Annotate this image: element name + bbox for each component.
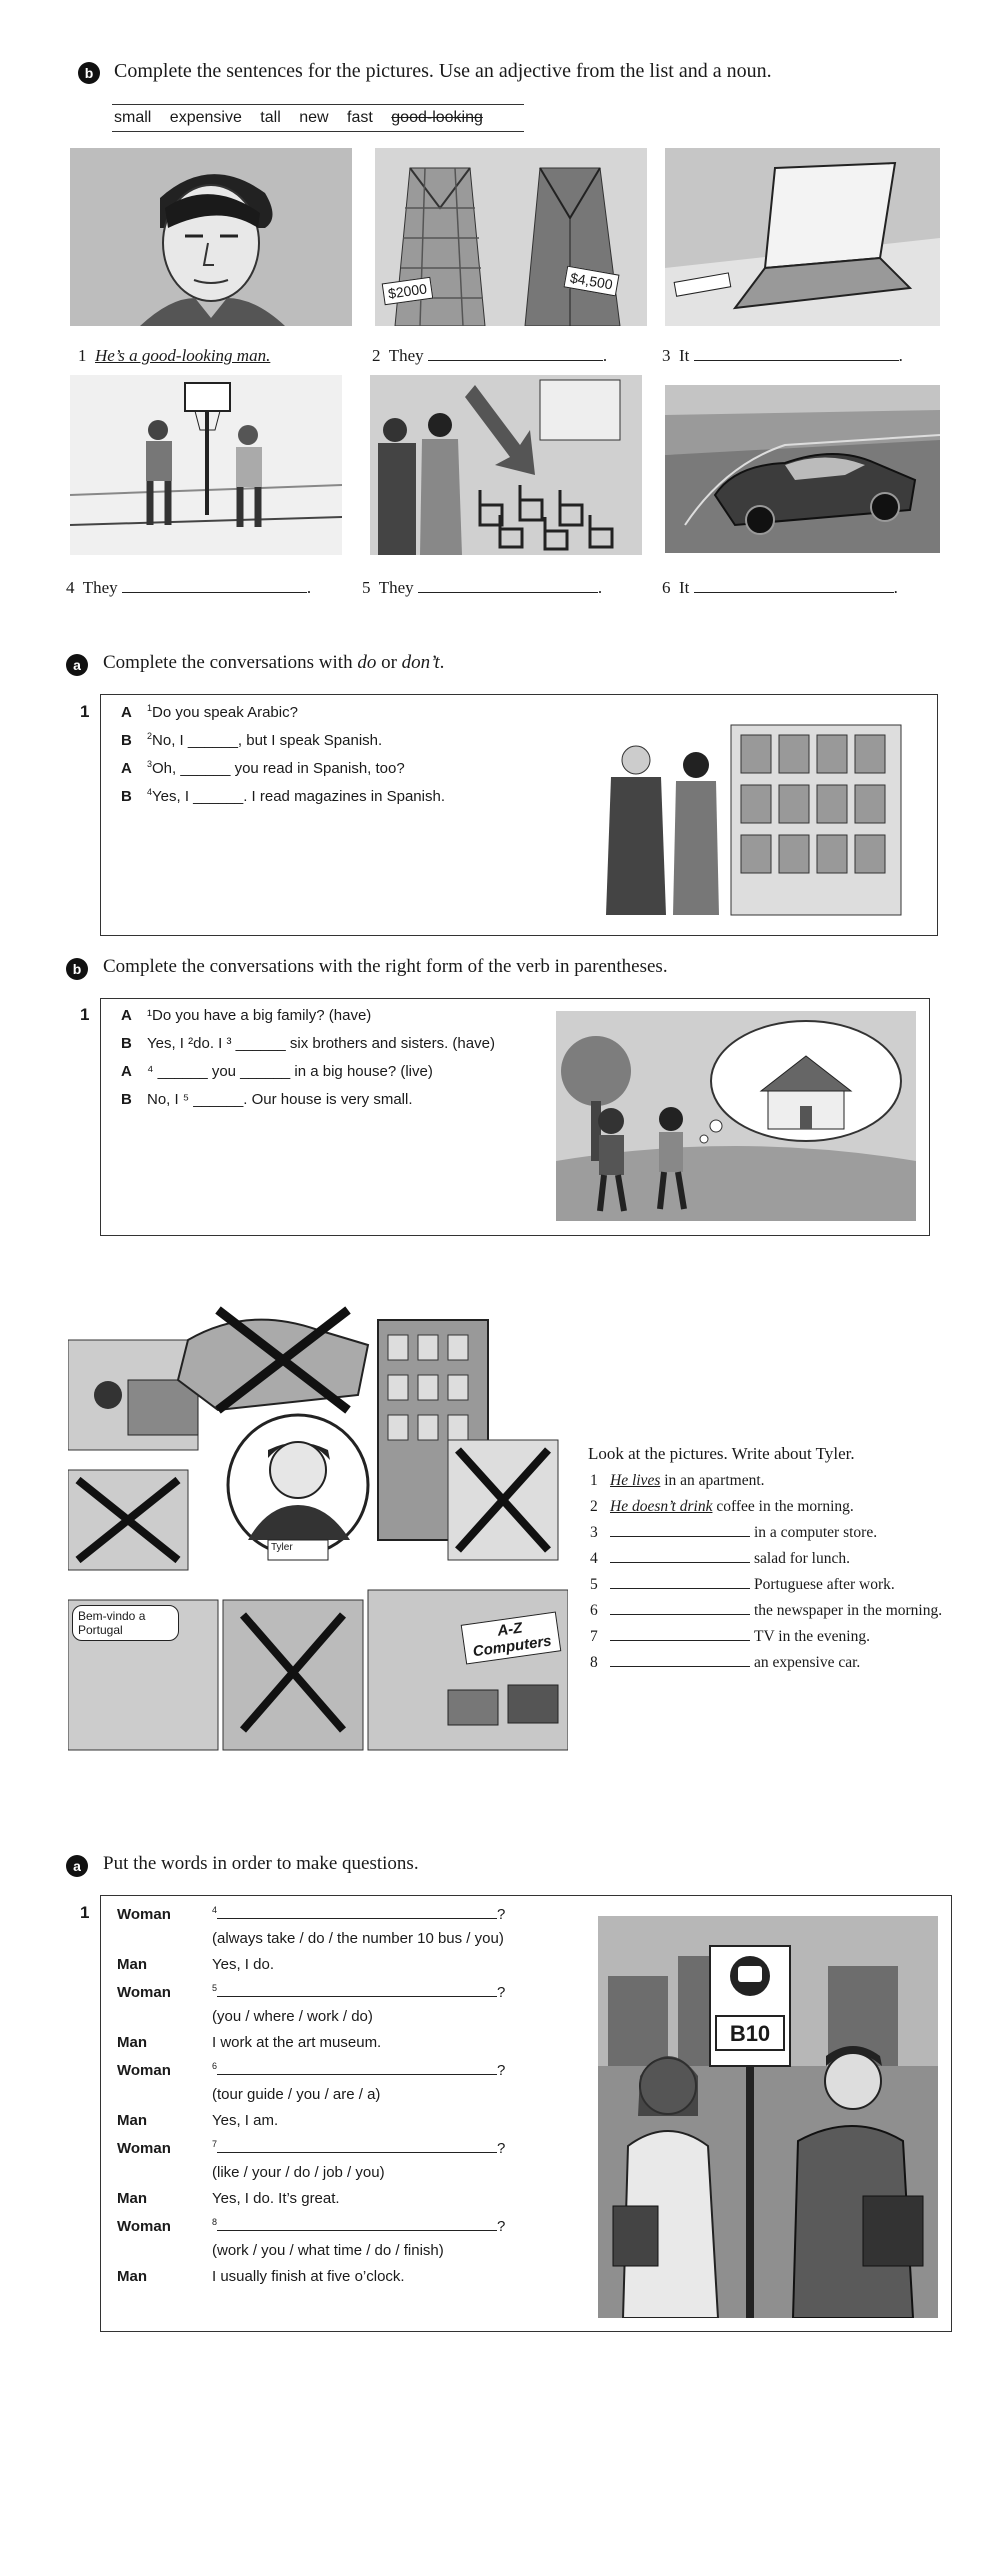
dialogue-line xyxy=(121,731,382,749)
speaker: A xyxy=(121,1007,132,1024)
word-list xyxy=(112,104,524,132)
conversation-box xyxy=(100,694,938,936)
answer-blank[interactable] xyxy=(610,1550,750,1563)
caption-text: It xyxy=(679,578,690,597)
caption-text: They xyxy=(82,578,118,597)
speaker: A xyxy=(121,704,132,721)
dialogue-line xyxy=(121,1091,413,1108)
item-text: Portuguese after work. xyxy=(754,1576,895,1593)
gap-number: 6 xyxy=(212,2061,218,2071)
caption-1 xyxy=(78,346,270,366)
item-number: 7 xyxy=(590,1628,598,1645)
word: new xyxy=(299,109,329,126)
speaker: A xyxy=(121,1063,132,1080)
dialogue-row xyxy=(117,2008,373,2025)
dialogue-line xyxy=(121,1007,371,1024)
speaker: Woman xyxy=(117,2140,171,2157)
dialogue-row xyxy=(117,2138,505,2157)
tyler-item xyxy=(590,1550,850,1568)
picture-tyler-collage xyxy=(68,1300,568,1752)
question-mark: ? xyxy=(497,1906,506,1923)
picture-coats xyxy=(375,148,647,326)
speaker: Man xyxy=(117,2268,147,2285)
picture-tall-people xyxy=(70,375,342,555)
caption-number: 6 xyxy=(662,578,671,597)
gap-number: 7 xyxy=(212,2139,218,2149)
tyler-item xyxy=(590,1628,870,1646)
answer-blank[interactable] xyxy=(122,578,307,593)
speaker: Woman xyxy=(117,1906,171,1923)
dialogue-row xyxy=(117,2060,505,2079)
gap-number: 4 xyxy=(212,1905,218,1915)
item-number: 6 xyxy=(590,1602,598,1619)
caption-number: 5 xyxy=(362,578,371,597)
word: fast xyxy=(347,109,373,126)
instruction-text: or xyxy=(376,652,402,673)
question-mark: ? xyxy=(497,2140,506,2157)
exercise-badge: a xyxy=(66,654,88,676)
gap-number: 2 xyxy=(147,731,153,741)
question-mark: ? xyxy=(497,2062,506,2079)
word-used: good-looking xyxy=(391,109,483,126)
item-number: 3 xyxy=(590,1524,598,1541)
dialogue-row xyxy=(117,2216,505,2235)
caption-text: It xyxy=(679,346,690,365)
item-number: 5 xyxy=(590,1576,598,1593)
caption-6 xyxy=(662,578,898,598)
gap-number: 3 xyxy=(147,759,153,769)
tyler-item xyxy=(590,1576,895,1594)
answer-blank[interactable] xyxy=(610,1576,750,1589)
speaker: Man xyxy=(117,1956,147,1973)
line-text: Yes, I ²do. I ³ ______ six brothers and sisters. (have) xyxy=(147,1035,495,1052)
caption-text: They xyxy=(388,346,424,365)
answer-blank[interactable] xyxy=(217,2060,497,2075)
speaker: Woman xyxy=(117,2218,171,2235)
tyler-item xyxy=(590,1498,854,1516)
item-answer: He lives xyxy=(610,1472,661,1489)
line-text: No, I ______, but I speak Spanish. xyxy=(152,732,383,749)
item-text: coffee in the morning. xyxy=(716,1498,854,1515)
dialogue-row xyxy=(117,1956,274,1973)
instruction-text: Complete the conversations with xyxy=(103,652,358,673)
speaker: B xyxy=(121,1091,132,1108)
picture-newsstand xyxy=(581,715,906,920)
item-text: the newspaper in the morning. xyxy=(754,1602,943,1619)
line-text: ⁴ ______ you ______ in a big house? (live) xyxy=(147,1063,433,1080)
dialogue-line xyxy=(121,1063,433,1080)
exercise-instruction: Complete the sentences for the pictures. Use an adjective from the list and a noun. xyxy=(114,60,772,82)
speaker: Man xyxy=(117,2034,147,2051)
item-text: in a computer store. xyxy=(754,1524,878,1541)
answer-blank[interactable] xyxy=(418,578,598,593)
row-text: I work at the art museum. xyxy=(212,2034,382,2051)
exercise-instruction: Put the words in order to make questions. xyxy=(103,1853,419,1874)
caption-3 xyxy=(662,346,903,366)
store-sign: A-Z Computers xyxy=(461,1612,562,1665)
conversation-number: 1 xyxy=(80,702,90,721)
tyler-item xyxy=(590,1602,942,1620)
row-text: (work / you / what time / do / finish) xyxy=(212,2242,444,2259)
answer-blank[interactable] xyxy=(217,1904,497,1919)
dialogue-line xyxy=(121,1035,495,1052)
dialogue-line xyxy=(121,703,298,721)
tyler-item xyxy=(590,1524,877,1542)
answer-blank[interactable] xyxy=(610,1602,750,1615)
caption-number: 2 xyxy=(372,346,381,365)
exercise-badge: a xyxy=(66,1855,88,1877)
tyler-item xyxy=(590,1654,860,1672)
line-text: Oh, ______ you read in Spanish, too? xyxy=(152,760,405,777)
conversation-number: 1 xyxy=(80,1005,90,1024)
caption-4 xyxy=(66,578,311,598)
caption-answer: He’s a good-looking man. xyxy=(95,346,271,365)
dialogue-row xyxy=(117,1930,504,1947)
question-mark: ? xyxy=(497,1984,506,2001)
answer-blank[interactable] xyxy=(610,1628,750,1641)
row-text: Yes, I do. xyxy=(212,1956,274,1973)
caption-text: They xyxy=(378,578,414,597)
gap-number: 1 xyxy=(147,703,153,713)
gap-number: 8 xyxy=(212,2217,218,2227)
line-text: Do you speak Arabic? xyxy=(152,704,298,721)
item-number: 2 xyxy=(590,1498,598,1515)
item-text: TV in the evening. xyxy=(754,1628,870,1645)
conversation-box xyxy=(100,1895,952,2332)
picture-walking-home xyxy=(556,1011,916,1221)
instruction-do: do xyxy=(357,652,377,673)
caption-end: . xyxy=(597,578,603,597)
speaker: B xyxy=(121,788,132,805)
row-text: Yes, I do. It’s great. xyxy=(212,2190,340,2207)
dialogue-row xyxy=(117,2086,380,2103)
line-text: Yes, I ______. I read magazines in Spanish. xyxy=(152,788,445,805)
answer-blank[interactable] xyxy=(217,2216,497,2231)
conversation-number: 1 xyxy=(80,1903,90,1922)
caption-end: . xyxy=(602,346,608,365)
conversation-box xyxy=(100,998,930,1236)
item-answer: He doesn’t drink xyxy=(610,1498,713,1515)
item-text: salad for lunch. xyxy=(754,1550,850,1567)
picture-laptop xyxy=(665,148,940,326)
dialogue-row xyxy=(117,2034,381,2051)
dialogue-row xyxy=(117,1982,505,2001)
picture-small-chairs xyxy=(370,375,642,555)
item-text: an expensive car. xyxy=(754,1654,861,1671)
exercise-instruction: Complete the conversations with the right form of the verb in parentheses. xyxy=(103,956,668,977)
dialogue-row xyxy=(117,2242,444,2259)
speaker: Man xyxy=(117,2112,147,2129)
speaker: Woman xyxy=(117,2062,171,2079)
caption-end: . xyxy=(306,578,312,597)
price-tag: $4,500 xyxy=(563,266,619,297)
bus-sign-label: B10 xyxy=(729,2021,771,2046)
speech-bubble: Bem-vindo a Portugal xyxy=(72,1605,179,1641)
instruction-text: . xyxy=(439,652,445,673)
row-text: Yes, I am. xyxy=(212,2112,279,2129)
caption-2 xyxy=(372,346,607,366)
row-text: (tour guide / you / are / a) xyxy=(212,2086,381,2103)
tyler-label: Tyler xyxy=(271,1542,293,1553)
dialogue-row xyxy=(117,2112,278,2129)
answer-blank[interactable] xyxy=(694,346,899,361)
row-text: (always take / do / the number 10 bus / you) xyxy=(212,1930,504,1947)
gap-number: 4 xyxy=(147,787,153,797)
line-text: ¹Do you have a big family? (have) xyxy=(147,1007,372,1024)
caption-number: 3 xyxy=(662,346,671,365)
instruction-dont: don’t xyxy=(401,652,440,673)
caption-end: . xyxy=(898,346,903,365)
caption-number: 1 xyxy=(78,346,87,365)
word: tall xyxy=(260,109,281,126)
caption-number: 4 xyxy=(66,578,75,597)
exercise-instruction: Look at the pictures. Write about Tyler. xyxy=(588,1444,855,1463)
dialogue-line xyxy=(121,787,445,805)
answer-blank[interactable] xyxy=(610,1654,750,1667)
line-text: No, I ⁵ ______. Our house is very small. xyxy=(147,1091,413,1108)
word: expensive xyxy=(169,109,242,126)
picture-man xyxy=(70,148,352,326)
answer-blank[interactable] xyxy=(217,1982,497,1997)
dialogue-line xyxy=(121,759,405,777)
speaker: Woman xyxy=(117,1984,171,2001)
exercise-badge: b xyxy=(66,958,88,980)
answer-blank[interactable] xyxy=(428,346,603,361)
item-text: in an apartment. xyxy=(664,1472,765,1489)
speaker: B xyxy=(121,732,132,749)
answer-blank[interactable] xyxy=(217,2138,497,2153)
caption-end: . xyxy=(893,578,898,597)
speaker: Man xyxy=(117,2190,147,2207)
question-mark: ? xyxy=(497,2218,506,2235)
row-text: (you / where / work / do) xyxy=(212,2008,373,2025)
row-text: I usually finish at five o’clock. xyxy=(212,2268,405,2285)
price-tag: $2000 xyxy=(382,277,434,306)
caption-5 xyxy=(362,578,602,598)
answer-blank[interactable] xyxy=(610,1524,750,1537)
picture-fast-car xyxy=(665,385,940,553)
dialogue-row xyxy=(117,2268,405,2285)
dialogue-row xyxy=(117,1904,505,1923)
dialogue-row xyxy=(117,2164,385,2181)
speaker: B xyxy=(121,1035,132,1052)
exercise-badge: b xyxy=(78,62,100,84)
dialogue-row xyxy=(117,2190,340,2207)
row-text: (like / your / do / job / you) xyxy=(212,2164,385,2181)
item-number: 8 xyxy=(590,1654,598,1671)
item-number: 1 xyxy=(590,1472,598,1489)
gap-number: 5 xyxy=(212,1983,218,1993)
exercise-instruction xyxy=(103,652,444,674)
answer-blank[interactable] xyxy=(694,578,894,593)
tyler-item xyxy=(590,1472,765,1490)
word: small xyxy=(114,109,152,126)
item-number: 4 xyxy=(590,1550,598,1567)
speaker: A xyxy=(121,760,132,777)
picture-bus-stop xyxy=(598,1916,938,2318)
